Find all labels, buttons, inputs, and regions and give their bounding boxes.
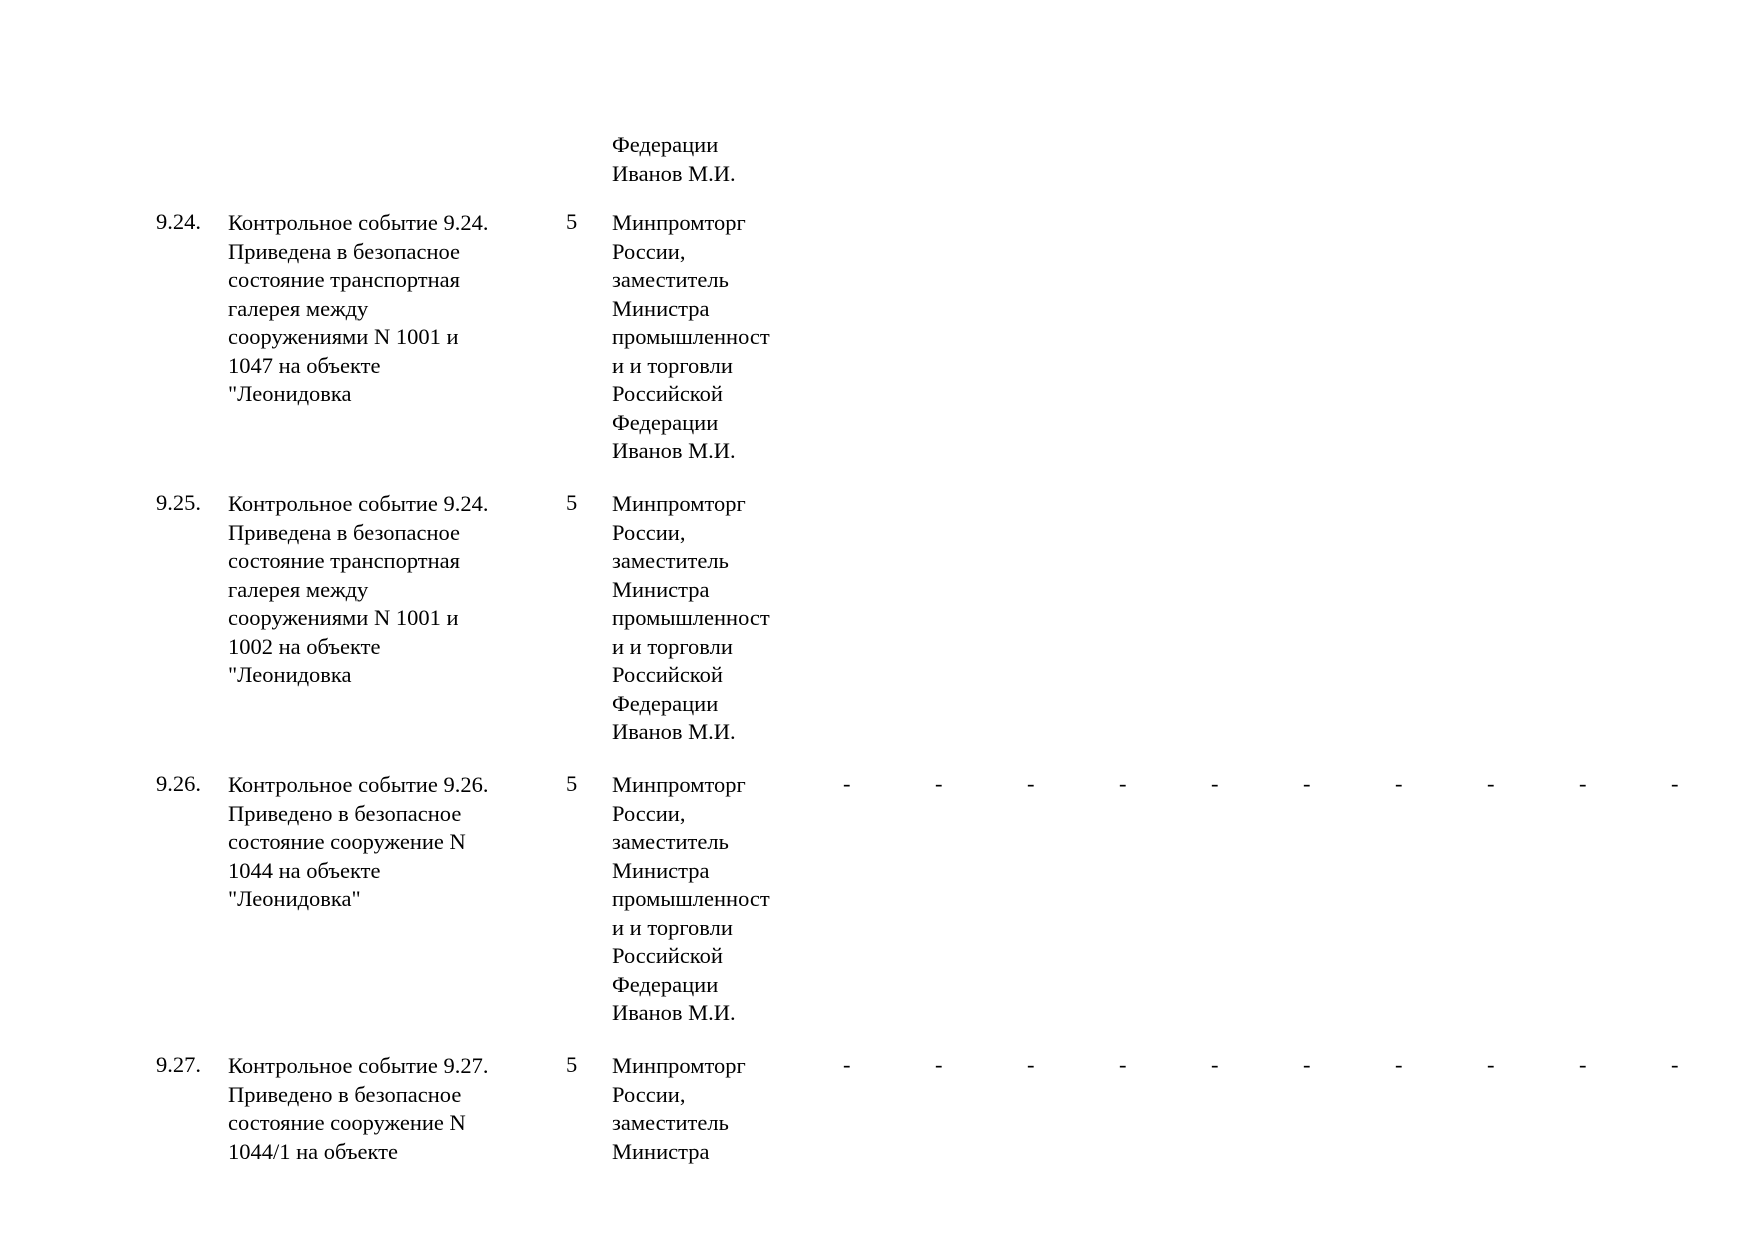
row-number: 9.25. [156,490,201,515]
text-line: 1044/1 на объекте [228,1138,398,1164]
row-number: 9.24. [156,209,201,234]
text-line: "Леонидовка [228,381,352,406]
text-line: Российской [612,381,723,406]
text-line: Контрольное событие 9.24. [228,491,489,516]
text-line: Контрольное событие 9.24. [228,210,489,235]
row-number: 9.27. [156,1052,201,1077]
text-line: заместитель [612,548,729,573]
text-line: галерея между [228,295,369,321]
text-line: Иванов М.И. [612,438,736,463]
responsible-cell [612,490,770,747]
text-line: Федерации [612,132,719,157]
text-line: заместитель [612,829,729,854]
empty-cell-dash: - [1671,1052,1679,1077]
empty-cell-dash: - [1119,1052,1127,1077]
responsible-cell [612,209,770,466]
quantity-cell: 5 [566,490,578,515]
text-line: сооружениями N 1001 и [228,605,459,630]
text-line: Министра [612,1138,710,1164]
empty-cell-dash: - [1487,771,1495,796]
continued-responsible-cell [612,131,736,188]
row-number: 9.26. [156,771,201,796]
empty-cell-dash: - [1487,1052,1495,1077]
text-line: России, [612,800,686,826]
empty-cell-dash: - [1303,1052,1311,1077]
empty-cell-dash: - [1211,1052,1219,1077]
text-line: 1002 на объекте [228,633,381,659]
empty-cell-dash: - [843,1052,851,1077]
empty-cell-dash: - [1579,771,1587,796]
text-line: России, [612,1081,686,1107]
empty-cell-dash: - [1027,1052,1035,1077]
empty-cell-dash: - [1395,1052,1403,1077]
text-line: состояние сооружение N [228,1110,466,1135]
responsible-cell [612,1052,746,1166]
event-description [228,490,488,690]
text-line: Российской [612,943,723,968]
text-line: Министра [612,576,710,602]
text-line: Федерации [612,690,719,716]
text-line: Приведена в безопасное [228,238,461,264]
text-line: сооружениями N 1001 и [228,324,459,349]
text-line: Министра [612,857,710,883]
text-line: Иванов М.И. [612,1000,736,1025]
text-line: Министра [612,295,710,321]
empty-cell-dash: - [1027,771,1035,796]
text-line: Приведено в безопасное [228,1081,462,1107]
quantity-cell: 5 [566,771,578,796]
text-line: состояние транспортная [228,267,461,292]
text-line: России, [612,519,686,545]
text-line: Минпромторг [612,1053,746,1078]
text-line: Приведена в безопасное [228,519,461,545]
event-description [228,209,488,409]
quantity-cell: 5 [566,209,578,234]
text-line: Российской [612,662,723,687]
empty-cell-dash: - [1671,771,1679,796]
text-line: Приведено в безопасное [228,800,462,826]
quantity-cell: 5 [566,1052,578,1077]
text-line: промышленност [612,324,770,349]
text-line: 1047 на объекте [228,352,381,378]
text-line: заместитель [612,267,729,292]
empty-cell-dash: - [1395,771,1403,796]
empty-cell-dash: - [1303,771,1311,796]
text-line: "Леонидовка" [228,886,361,911]
empty-cell-dash: - [935,771,943,796]
text-line: Контрольное событие 9.27. [228,1053,489,1078]
empty-cell-dash: - [1211,771,1219,796]
empty-cell-dash: - [935,1052,943,1077]
responsible-cell [612,771,770,1028]
text-line: состояние транспортная [228,548,461,573]
text-line: Иванов М.И. [612,719,736,744]
text-line: Минпромторг [612,772,746,797]
text-line: и и торговли [612,633,733,659]
text-line: и и торговли [612,352,733,378]
text-line: промышленност [612,886,770,911]
text-line: Контрольное событие 9.26. [228,772,489,797]
text-line: промышленност [612,605,770,630]
text-line: Минпромторг [612,210,746,235]
text-line: Иванов М.И. [612,160,736,186]
text-line: заместитель [612,1110,729,1135]
text-line: состояние сооружение N [228,829,466,854]
text-line: Федерации [612,409,719,435]
text-line: галерея между [228,576,369,602]
text-line: Минпромторг [612,491,746,516]
text-line: "Леонидовка [228,662,352,687]
event-description [228,771,488,914]
text-line: Федерации [612,971,719,997]
empty-cell-dash: - [1119,771,1127,796]
event-description [228,1052,488,1166]
empty-cell-dash: - [1579,1052,1587,1077]
text-line: и и торговли [612,914,733,940]
empty-cell-dash: - [843,771,851,796]
text-line: 1044 на объекте [228,857,381,883]
text-line: России, [612,238,686,264]
